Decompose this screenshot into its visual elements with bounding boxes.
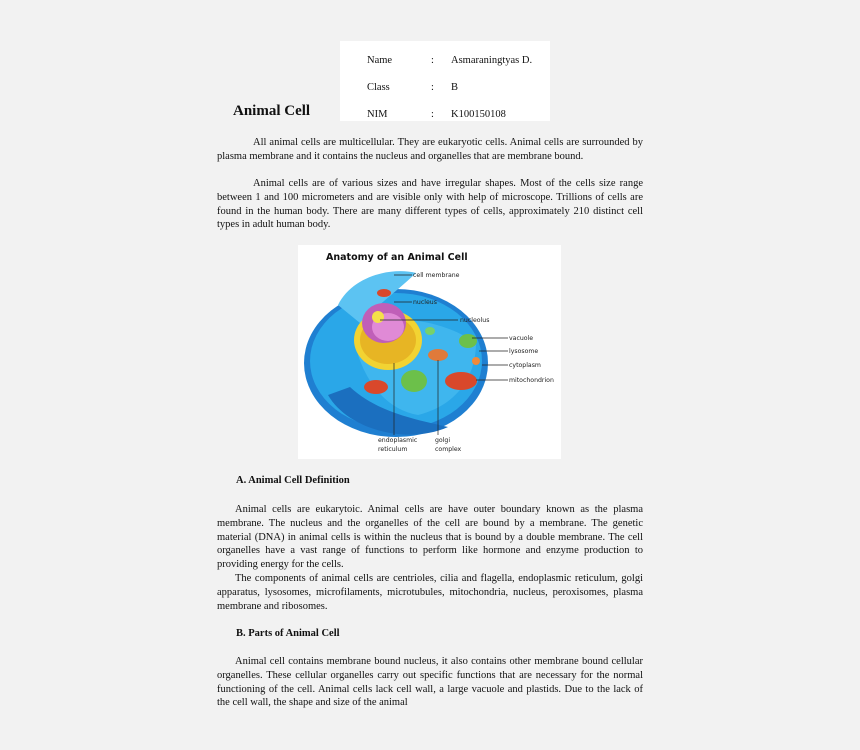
label-lysosome: lysosome: [509, 348, 539, 355]
label-nucleolus: nucleolus: [460, 317, 490, 324]
nim-label: NIM: [367, 109, 388, 120]
label-golgi-line2: complex: [435, 446, 462, 453]
intro-paragraph-1: All animal cells are multicellular. They are eukaryotic cells. Animal cells are surrounded by plasma membrane and it contains the nucleus and organelles that are membrane bound.: [217, 137, 643, 162]
nim-row: [340, 109, 550, 123]
section-a-paragraph-1: Animal cells are eukarytoic. Animal cells are have outer boundary known as the plasma membrane. The nucleus and the organelles of the cell are bound by a membrane. The genetic material (DNA) in animal cells is within the nucleus that is bound by a double membrane. The cell organelles have a vast range of functions to perform like hormone and enzyme production to providing energy for the cells.: [217, 504, 643, 571]
label-cell-membrane: cell membrane: [413, 272, 460, 279]
organelle-top: [377, 289, 391, 297]
name-label: Name: [367, 55, 393, 66]
label-cytoplasm: cytoplasm: [509, 362, 541, 369]
class-colon: :: [431, 82, 434, 93]
section-b-paragraph-1: Animal cell contains membrane bound nucleus, it also contains other membrane bound cellular organelles. These cellular organelles carry out specific functions that are necessary for the normal functioning of the cell. Animal cells lack cell wall, a large vacuole and plastids. Due to the lack of the cell wall, the shape and size of the animal: [217, 656, 643, 709]
class-label: Class: [367, 82, 390, 93]
nim-colon: :: [431, 109, 434, 120]
nim-value: K100150108: [451, 109, 506, 120]
label-golgi-line1: golgi: [435, 437, 451, 444]
student-info-box: [340, 41, 550, 121]
animal-cell-illustration: [298, 245, 561, 459]
section-a-paragraph-2: The components of animal cells are centrioles, cilia and flagella, endoplasmic reticulum, golgi apparatus, lysosomes, microfilaments, microtubules, mitochondria, nucleus, peroxisomes, plasma membrane and ribosomes.: [217, 573, 643, 612]
vacuole-small: [459, 334, 477, 348]
name-value: Asmaraningtyas D.: [451, 55, 533, 66]
label-mitochondrion: mitochondrion: [509, 377, 554, 384]
label-er-line2: reticulum: [378, 446, 408, 453]
lysosome-shape: [425, 327, 435, 335]
class-value: B: [451, 82, 459, 93]
name-row: [340, 55, 550, 69]
label-vacuole: vacuole: [509, 335, 534, 342]
diagram-title: Anatomy of an Animal Cell: [326, 252, 468, 263]
intro-paragraph-2: Animal cells are of various sizes and have irregular shapes. Most of the cells size range between 1 and 100 micrometers and are visible only with help of microscope. Trillions of cells are found in the human body. There are many different types of cells, approximately 210 distinct cell types in adult human body.: [217, 178, 643, 231]
vacuole-shape: [401, 370, 427, 392]
golgi-shape: [428, 349, 448, 361]
lysosome-small: [472, 357, 480, 365]
section-a-heading: A. Animal Cell Definition: [236, 475, 350, 486]
mitochondrion-left: [364, 380, 388, 394]
label-nucleus: nucleus: [413, 299, 437, 306]
document-title: Animal Cell: [233, 103, 311, 119]
nucleolus-shape: [372, 311, 384, 323]
class-row: [340, 82, 550, 96]
animal-cell-diagram: [298, 245, 561, 459]
name-colon: :: [431, 55, 434, 66]
section-b-heading: B. Parts of Animal Cell: [236, 628, 340, 639]
mitochondrion-shape: [445, 372, 477, 390]
label-er-line1: endoplasmic: [378, 437, 418, 444]
